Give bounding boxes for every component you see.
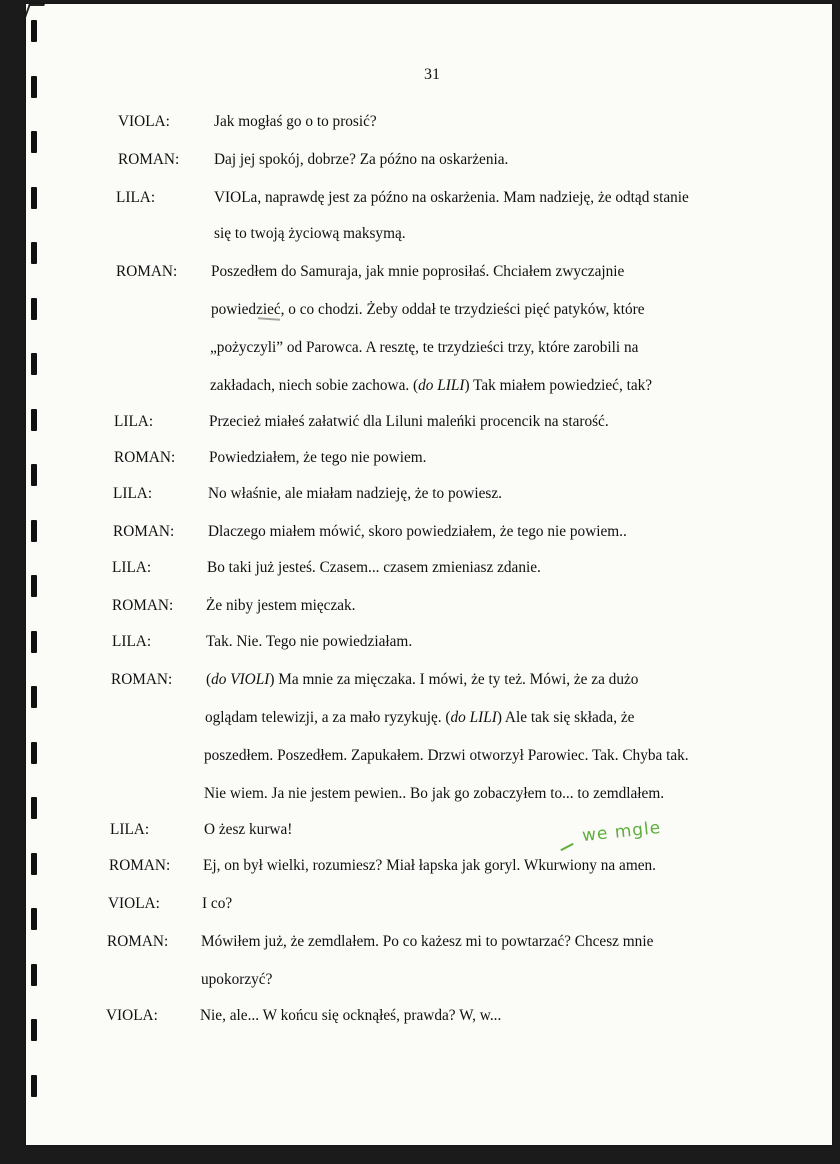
dialogue-line	[206, 670, 638, 690]
dialogue-line	[214, 150, 508, 170]
stage-direction: do VIOLI	[211, 671, 270, 688]
dialogue-text: Mówiłem już, że zemdlałem. Po co każesz mi to powtarzać? Chcesz mnie	[201, 933, 654, 950]
dialogue-line	[206, 632, 412, 652]
dialogue-text: Powiedziałem, że tego nie powiem.	[209, 449, 427, 466]
dialogue-text: VIOLa, naprawdę jest za późno na oskarżenia. Mam nadzieję, że odtąd stanie	[214, 189, 689, 206]
dialogue-line	[210, 338, 638, 358]
dialogue-text: powiedzieć, o co chodzi. Żeby oddał te trzydzieści pięć patyków, które	[211, 301, 645, 318]
dialogue-text: ) Ale tak się składa, że	[496, 709, 635, 726]
speaker-name: ROMAN:	[118, 151, 180, 168]
speaker-name: ROMAN:	[112, 597, 174, 614]
dialogue-line	[214, 188, 689, 208]
dialogue-text: Bo taki już jesteś. Czasem... czasem zmieniasz zdanie.	[207, 559, 541, 576]
dialogue-line	[211, 300, 645, 320]
speaker-name: LILA:	[116, 189, 156, 206]
speaker-name: ROMAN:	[109, 857, 171, 874]
dialogue-line	[207, 558, 541, 578]
page-number: 31	[424, 66, 440, 83]
dialogue-text: O żesz kurwa!	[204, 821, 293, 838]
dialogue-text: Że niby jestem mięczak.	[206, 597, 356, 614]
dialogue-text: No właśnie, ale miałam nadzieję, że to powiesz.	[208, 485, 502, 502]
handwritten-annotation	[552, 817, 682, 862]
dialogue-line	[202, 894, 232, 914]
dialogue-text: Daj jej spokój, dobrze? Za późno na oskarżenia.	[214, 151, 509, 168]
stage-direction: do LILI	[418, 377, 465, 394]
dialogue-text: ) Tak miałem powiedzieć, tak?	[464, 377, 653, 394]
dialogue-text: Jak mogłaś go o to prosić?	[214, 113, 377, 130]
dialogue-text: Ej, on był wielki, rozumiesz? Miał łapska jak goryl. Wkurwiony na amen.	[203, 857, 656, 874]
speaker-name: LILA:	[114, 413, 154, 430]
speaker-name: VIOLA:	[106, 1007, 158, 1024]
speaker-name: ROMAN:	[114, 449, 176, 466]
dialogue-text: ) Ma mnie za mięczaka. I mówi, że ty też. Mówi, że za dużo	[269, 671, 639, 688]
dialogue-text: I co?	[202, 895, 233, 912]
dialogue-line	[209, 448, 427, 468]
dialogue-line	[214, 224, 406, 244]
dialogue-line	[209, 412, 609, 432]
speaker-name: LILA:	[113, 485, 153, 502]
dialogue-text: (	[206, 671, 212, 688]
speaker-name: ROMAN:	[107, 933, 169, 950]
dialogue-line	[211, 262, 624, 282]
dialogue-text: oglądam telewizji, a za mało ryzykuję. (	[205, 709, 451, 726]
dialogue-line	[214, 112, 377, 132]
script-page	[26, 4, 832, 1145]
dialogue-line	[208, 522, 627, 542]
speaker-name: LILA:	[112, 633, 152, 650]
dialogue-text: Nie wiem. Ja nie jestem pewien.. Bo jak go zobaczyłem to... to zemdlałem.	[204, 785, 665, 802]
dialogue-text: Tak. Nie. Tego nie powiedziałam.	[206, 633, 413, 650]
dialogue-line	[205, 708, 634, 728]
dialogue-text: się to twoją życiową maksymą.	[214, 225, 406, 242]
dialogue-line	[204, 746, 689, 766]
dialogue-line	[210, 376, 652, 396]
dialogue-text: Przecież miałeś załatwić dla Liluni maleńki procencik na starość.	[209, 413, 609, 430]
dialogue-body	[26, 4, 832, 1145]
dialogue-text: Nie, ale... W końcu się ocknąłeś, prawda? W, w...	[200, 1007, 502, 1024]
dialogue-text: „pożyczyli” od Parowca. A resztę, te trzydzieści trzy, które zarobili na	[210, 339, 639, 356]
dialogue-text: poszedłem. Poszedłem. Zapukałem. Drzwi otworzył Parowiec. Tak. Chyba tak.	[204, 747, 689, 764]
dialogue-text: Dlaczego miałem mówić, skoro powiedziałem, że tego nie powiem..	[208, 523, 627, 540]
dialogue-text: upokorzyć?	[201, 971, 273, 988]
annotation-stroke	[560, 843, 573, 851]
dialogue-text: Poszedłem do Samuraja, jak mnie poprosiłaś. Chciałem zwyczajnie	[211, 263, 625, 280]
stage-direction: do LILI	[450, 709, 497, 726]
dialogue-line	[201, 970, 272, 990]
dialogue-line	[204, 784, 664, 804]
speaker-name: VIOLA:	[118, 113, 170, 130]
speaker-name: ROMAN:	[116, 263, 178, 280]
dialogue-line	[206, 596, 356, 616]
speaker-name: ROMAN:	[111, 671, 173, 688]
dialogue-line	[201, 932, 653, 952]
annotation-text: we mgle	[581, 817, 663, 847]
dialogue-line	[208, 484, 502, 504]
speaker-name: LILA:	[110, 821, 150, 838]
dialogue-line	[200, 1006, 501, 1026]
speaker-name: ROMAN:	[113, 523, 175, 540]
speaker-name: VIOLA:	[108, 895, 160, 912]
dialogue-line	[204, 820, 292, 840]
dialogue-text: zakładach, niech sobie zachowa. (	[210, 377, 419, 394]
speaker-name: LILA:	[112, 559, 152, 576]
